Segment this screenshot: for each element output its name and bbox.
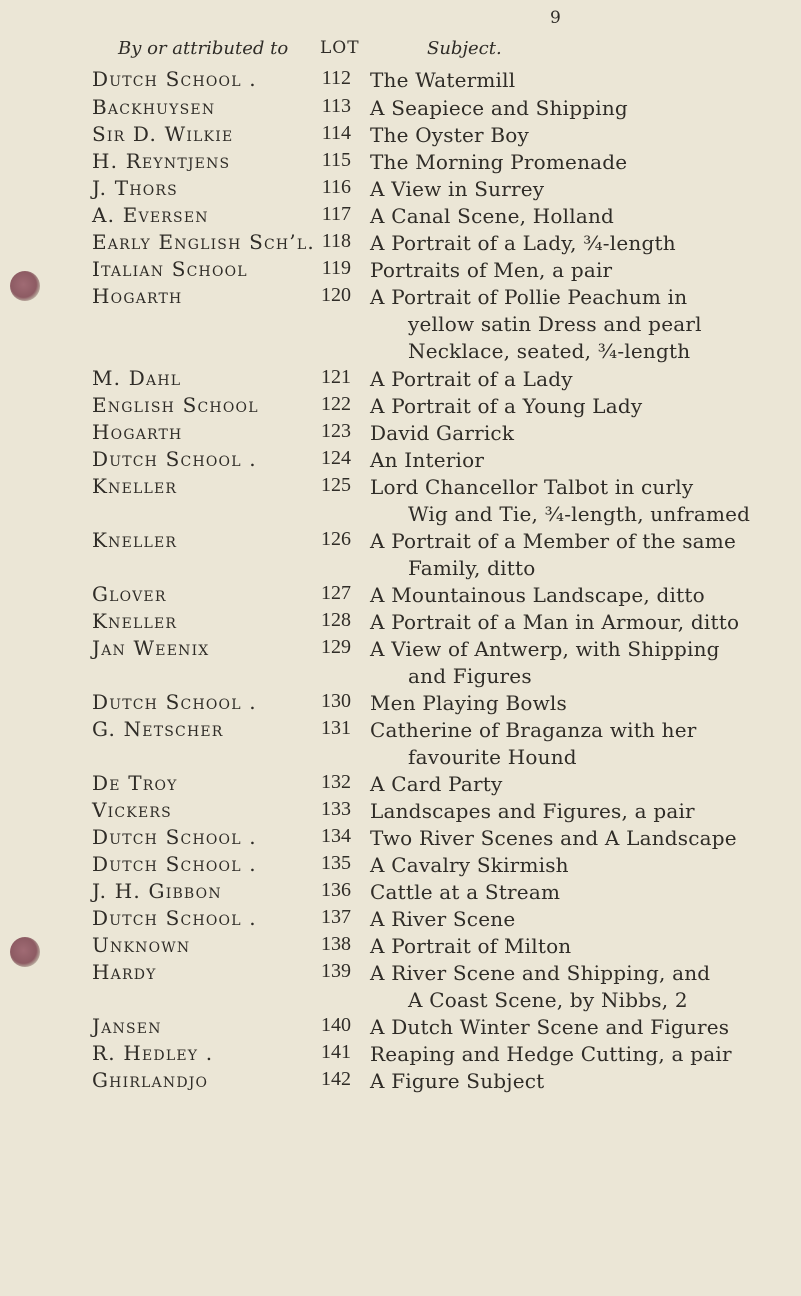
subject-line: A Portrait of Pollie Peachum in <box>370 285 688 309</box>
subject-text <box>370 798 785 825</box>
subject-line: A Portrait of a Lady, ¾-length <box>370 231 676 255</box>
subject-line: yellow satin Dress and pearl <box>408 312 702 336</box>
subject-line: favourite Hound <box>408 745 577 769</box>
lot-number: 113 <box>321 95 351 117</box>
lot-number: 122 <box>321 393 351 415</box>
lot-number: 131 <box>321 717 351 739</box>
artist-column-header: By or attributed to <box>118 38 289 59</box>
subject-text <box>370 122 785 149</box>
subject-line: The Watermill <box>370 68 516 92</box>
subject-text <box>370 1068 785 1095</box>
artist-name: De Troy <box>92 771 178 795</box>
artist-name: J. Thors <box>92 176 178 200</box>
lot-number: 129 <box>321 636 351 658</box>
lot-number: 142 <box>321 1068 351 1090</box>
subject-line: A Mountainous Landscape, ditto <box>370 583 705 607</box>
lot-number: 136 <box>321 879 351 901</box>
subject-text <box>370 933 785 960</box>
subject-line: Two River Scenes and A Landscape <box>370 826 737 850</box>
subject-text <box>370 176 785 203</box>
artist-name: Backhuysen <box>92 95 216 119</box>
subject-line: Lord Chancellor Talbot in curly <box>370 475 694 499</box>
subject-line: A Canal Scene, Holland <box>370 204 615 228</box>
subject-line: A View of Antwerp, with Shipping <box>370 637 720 661</box>
subject-text <box>370 474 785 528</box>
artist-name: R. Hedley . <box>92 1041 214 1065</box>
subject-line: The Oyster Boy <box>370 123 530 147</box>
lot-row <box>0 176 801 203</box>
lot-number: 115 <box>321 149 351 171</box>
lot-row <box>0 717 801 769</box>
lot-row <box>0 420 801 447</box>
lot-number: 132 <box>321 771 351 793</box>
lot-number: 117 <box>321 203 351 225</box>
lot-number: 134 <box>321 825 351 847</box>
subject-line: Catherine of Braganza with her <box>370 718 697 742</box>
lot-row <box>0 122 801 149</box>
subject-line: A Coast Scene, by Nibbs, 2 <box>408 988 688 1012</box>
subject-line: An Interior <box>370 448 485 472</box>
lot-number: 135 <box>321 852 351 874</box>
subject-line: David Garrick <box>370 421 515 445</box>
lot-row <box>0 906 801 933</box>
lot-row <box>0 366 801 393</box>
lot-row <box>0 393 801 420</box>
artist-name: A. Eversen <box>92 203 209 227</box>
subject-line: and Figures <box>408 664 532 688</box>
lot-row <box>0 825 801 852</box>
subject-text <box>370 717 785 771</box>
lot-number: 125 <box>321 474 351 496</box>
lot-row <box>0 1014 801 1041</box>
subject-text <box>370 284 785 365</box>
subject-text <box>370 420 785 447</box>
lot-number: 126 <box>321 528 351 550</box>
lot-row <box>0 1068 801 1095</box>
artist-name: Ghirlandjo <box>92 1068 209 1092</box>
lot-row <box>0 474 801 526</box>
subject-line: A Portrait of a Young Lady <box>370 394 643 418</box>
subject-text <box>370 1014 785 1041</box>
subject-text <box>370 528 785 582</box>
lot-row <box>0 852 801 879</box>
lot-column-header: LOT <box>320 38 360 58</box>
lot-row <box>0 203 801 230</box>
subject-line: Necklace, seated, ¾-length <box>408 339 691 363</box>
lot-number: 128 <box>321 609 351 631</box>
subject-text <box>370 393 785 420</box>
subject-line: A View in Surrey <box>370 177 545 201</box>
artist-name: Kneller <box>92 609 178 633</box>
artist-name: Italian School <box>92 257 248 281</box>
subject-line: Landscapes and Figures, a pair <box>370 799 695 823</box>
lot-row <box>0 95 801 122</box>
artist-name: Jansen <box>92 1014 162 1038</box>
subject-text <box>370 203 785 230</box>
subject-column-header: Subject. <box>427 38 502 59</box>
artist-name: Jan Weenix <box>92 636 210 660</box>
subject-line: Family, ditto <box>408 556 536 580</box>
lot-row <box>0 67 801 94</box>
artist-name: English School <box>92 393 259 417</box>
lot-number: 141 <box>321 1041 351 1063</box>
subject-text <box>370 690 785 717</box>
artist-name: Hogarth <box>92 420 183 444</box>
subject-line: Portraits of Men, a pair <box>370 258 613 282</box>
artist-name: Dutch School . <box>92 906 257 930</box>
artist-name: Vickers <box>92 798 172 822</box>
lot-row <box>0 257 801 284</box>
subject-text <box>370 582 785 609</box>
subject-line: Reaping and Hedge Cutting, a pair <box>370 1042 732 1066</box>
lot-number: 137 <box>321 906 351 928</box>
subject-text <box>370 960 785 1014</box>
subject-line: A Figure Subject <box>370 1069 545 1093</box>
lot-number: 112 <box>321 67 351 89</box>
artist-name: Dutch School . <box>92 852 257 876</box>
lot-number: 130 <box>321 690 351 712</box>
lot-number: 116 <box>321 176 351 198</box>
lot-row <box>0 636 801 688</box>
subject-line: A Portrait of a Member of the same <box>370 529 736 553</box>
artist-name: Glover <box>92 582 167 606</box>
lot-number: 118 <box>321 230 351 252</box>
subject-text <box>370 149 785 176</box>
subject-text <box>370 852 785 879</box>
subject-text <box>370 609 785 636</box>
artist-name: Kneller <box>92 474 178 498</box>
artist-name: J. H. Gibbon <box>92 879 222 903</box>
subject-line: A Cavalry Skirmish <box>370 853 569 877</box>
artist-name: Dutch School . <box>92 67 257 91</box>
subject-text <box>370 825 785 852</box>
lot-number: 127 <box>321 582 351 604</box>
lot-row <box>0 690 801 717</box>
artist-name: Dutch School . <box>92 825 257 849</box>
artist-name: Sir D. Wilkie <box>92 122 234 146</box>
subject-line: A River Scene <box>370 907 516 931</box>
lot-row <box>0 933 801 960</box>
lot-row <box>0 582 801 609</box>
subject-text <box>370 447 785 474</box>
lot-number: 139 <box>321 960 351 982</box>
lot-row <box>0 798 801 825</box>
lot-row <box>0 609 801 636</box>
subject-text <box>370 906 785 933</box>
lot-number: 124 <box>321 447 351 469</box>
subject-text <box>370 230 785 257</box>
artist-name: Hogarth <box>92 284 183 308</box>
lot-row <box>0 528 801 580</box>
lot-number: 138 <box>321 933 351 955</box>
subject-line: Wig and Tie, ¾-length, unframed <box>408 502 751 526</box>
lot-row <box>0 230 801 257</box>
artist-name: H. Reyntjens <box>92 149 231 173</box>
subject-text <box>370 257 785 284</box>
subject-line: A Dutch Winter Scene and Figures <box>370 1015 730 1039</box>
subject-line: A Seapiece and Shipping <box>370 96 628 120</box>
lot-number: 133 <box>321 798 351 820</box>
lot-row <box>0 149 801 176</box>
artist-name: Early English Sch’l. <box>92 230 315 254</box>
subject-line: A Portrait of Milton <box>370 934 572 958</box>
subject-text <box>370 1041 785 1068</box>
artist-name: Dutch School . <box>92 447 257 471</box>
page-number: 9 <box>550 8 561 28</box>
subject-text <box>370 95 785 122</box>
lot-row <box>0 960 801 1012</box>
artist-name: Unknown <box>92 933 191 957</box>
lot-row <box>0 284 801 363</box>
subject-line: A Portrait of a Lady <box>370 367 573 391</box>
subject-text <box>370 879 785 906</box>
lot-number: 120 <box>321 284 351 306</box>
subject-text <box>370 67 785 94</box>
artist-name: G. Netscher <box>92 717 224 741</box>
lot-number: 114 <box>321 122 351 144</box>
artist-name: Dutch School . <box>92 690 257 714</box>
lot-number: 121 <box>321 366 351 388</box>
subject-line: A Portrait of a Man in Armour, ditto <box>370 610 740 634</box>
lot-number: 140 <box>321 1014 351 1036</box>
subject-text <box>370 636 785 690</box>
subject-text <box>370 771 785 798</box>
subject-line: Men Playing Bowls <box>370 691 567 715</box>
artist-name: Hardy <box>92 960 157 984</box>
artist-name: M. Dahl <box>92 366 182 390</box>
subject-line: A Card Party <box>370 772 503 796</box>
lot-row <box>0 1041 801 1068</box>
subject-text <box>370 366 785 393</box>
subject-line: A River Scene and Shipping, and <box>370 961 711 985</box>
lot-row <box>0 447 801 474</box>
lot-number: 119 <box>321 257 351 279</box>
subject-line: The Morning Promenade <box>370 150 628 174</box>
lot-row <box>0 771 801 798</box>
lot-row <box>0 879 801 906</box>
subject-line: Cattle at a Stream <box>370 880 561 904</box>
lot-number: 123 <box>321 420 351 442</box>
artist-name: Kneller <box>92 528 178 552</box>
